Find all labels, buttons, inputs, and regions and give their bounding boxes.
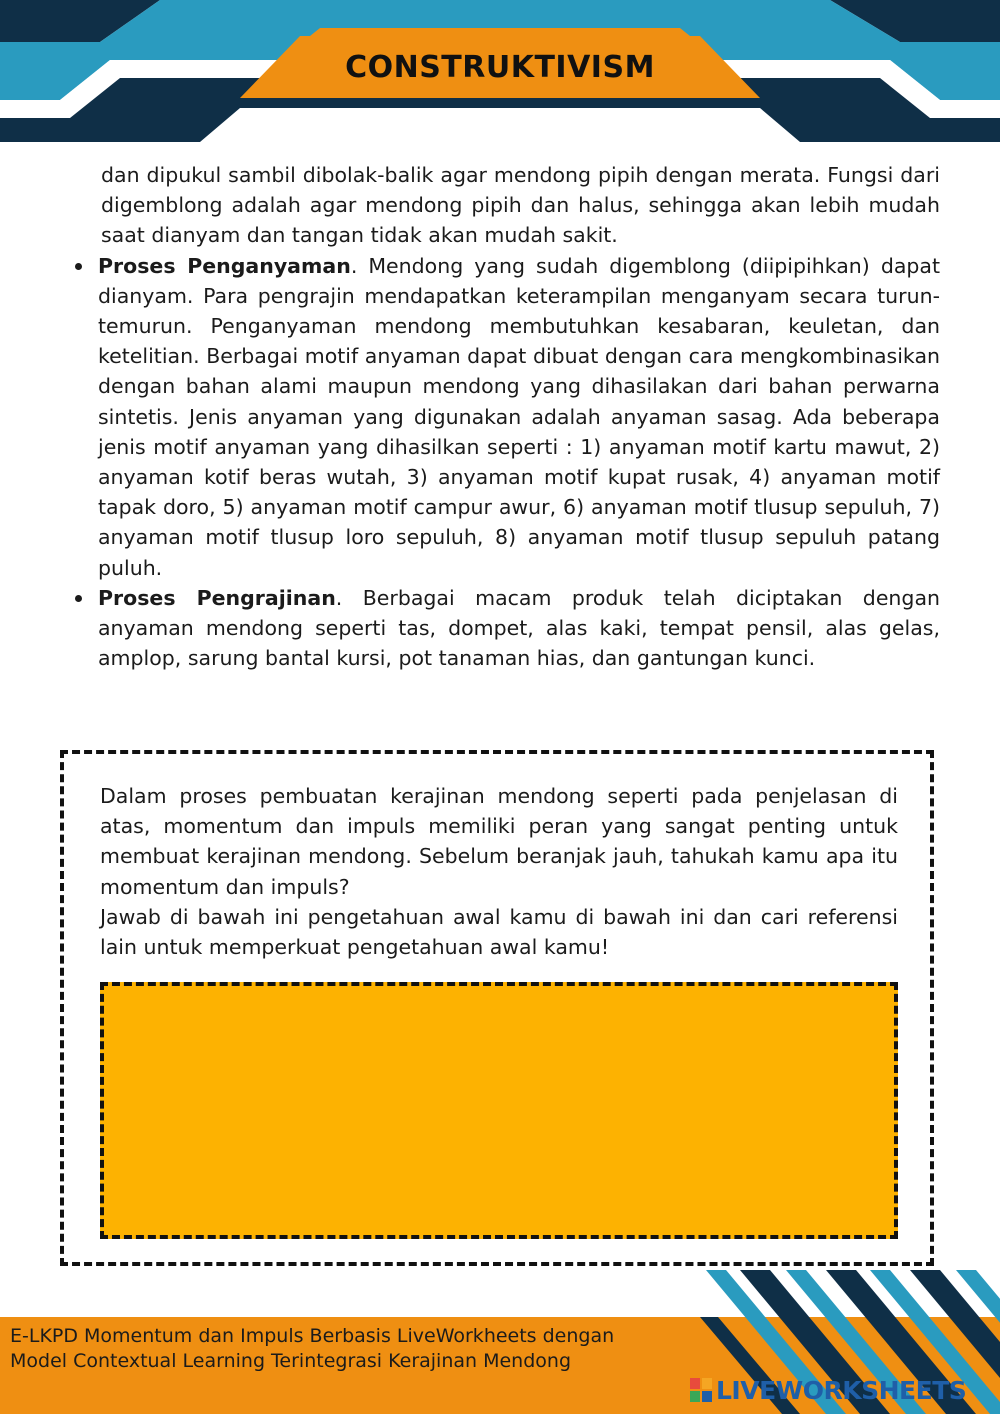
liveworksheets-logo bbox=[690, 1374, 966, 1406]
bullet-icon bbox=[75, 595, 82, 602]
list-item-text: . Mendong yang sudah digemblong (diipipihkan) dapat dianyam. Para pengrajin mendapatkan keterampilan menganyam secara turun-temurun. Penganyaman mendong membutuhkan kesabaran, keuletan, dan ketelitian. Berbagai motif anyaman dapat dibuat dengan cara mengkombinasikan dengan bahan alami maupun mendong yang dihasilakan dari bahan perwarna sintetis. Jenis anyaman yang digunakan adalah anyaman sasag. Ada beberapa jenis motif anyaman yang dihasilkan seperti : 1) anyaman motif kartu mawut, 2) anyaman kotif beras wutah, 3) anyaman motif kupat rusak, 4) anyaman motif tapak doro, 5) anyaman motif campur awur, 6) anyaman motif tlusup sepuluh, 7) anyaman motif tlusup loro sepuluh, 8) anyaman motif tlusup sepuluh patang puluh. bbox=[98, 253, 941, 580]
logo-text: LIVEWORKSHEETS bbox=[716, 1375, 967, 1405]
bullet-icon bbox=[75, 263, 82, 270]
continuation-paragraph: dan dipukul sambil dibolak-balik agar mendong pipih dengan merata. Fungsi dari digemblong adalah agar mendong pipih dan halus, sehingga akan lebih mudah saat dianyam dan tangan tidak akan mudah sakit. bbox=[101, 163, 940, 248]
question-text bbox=[100, 781, 898, 962]
list-item bbox=[98, 583, 940, 674]
footer-text bbox=[10, 1324, 730, 1374]
answer-input[interactable] bbox=[100, 982, 898, 1239]
question-instruction: Jawab di bawah ini pengetahuan awal kamu di bawah ini dan cari referensi lain untuk memperkuat pengetahuan awal kamu! bbox=[100, 904, 898, 960]
list-item-title: Proses Penganyaman bbox=[98, 253, 351, 278]
footer-line: E-LKPD Momentum dan Impuls Berbasis LiveWorkheets dengan bbox=[10, 1325, 615, 1347]
main-content bbox=[98, 160, 940, 673]
question-paragraph: Dalam proses pembuatan kerajinan mendong seperti pada penjelasan di atas, momentum dan impuls memiliki peran yang sangat penting untuk membuat kerajinan mendong. Sebelum beranjak jauh, tahukah kamu apa itu momentum dan impuls? bbox=[100, 784, 898, 899]
list-item-title: Proses Pengrajinan bbox=[98, 585, 336, 610]
footer-line: Model Contextual Learning Terintegrasi Kerajinan Mendong bbox=[10, 1350, 572, 1372]
list-item-text: . Berbagai macam produk telah diciptakan dengan anyaman mendong seperti tas, dompet, alas kaki, tempat pensil, alas gelas, amplop, sarung bantal kursi, pot tanaman hias, dan gantungan kunci. bbox=[98, 585, 940, 671]
list-item bbox=[98, 251, 940, 583]
liveworksheets-icon bbox=[690, 1378, 712, 1402]
page-title: CONSTRUKTIVISM bbox=[345, 50, 655, 85]
process-list bbox=[98, 251, 940, 674]
